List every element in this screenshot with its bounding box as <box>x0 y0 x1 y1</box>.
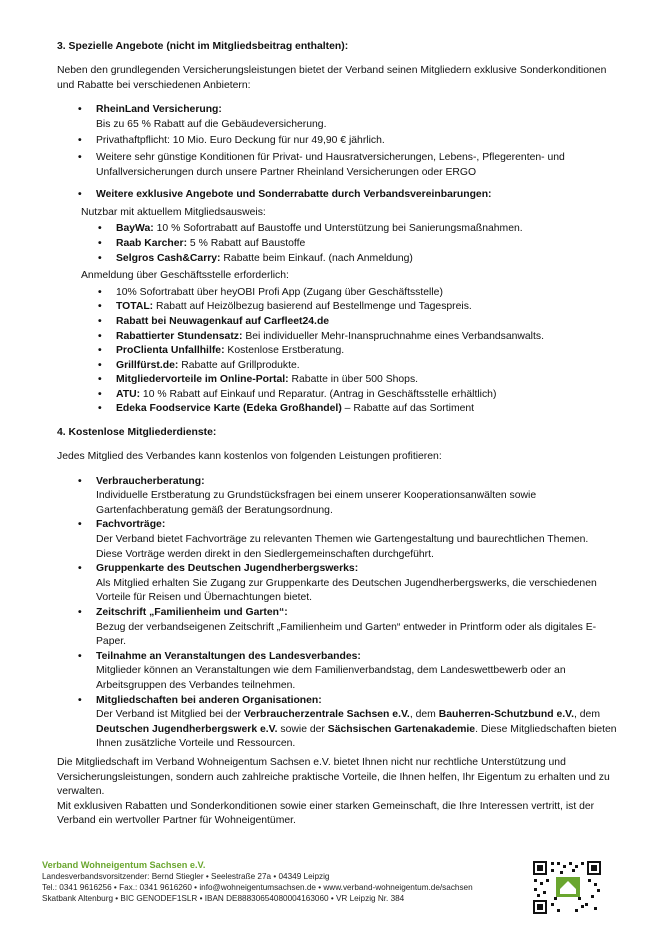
list-item <box>57 103 617 132</box>
qr-code-icon <box>531 859 603 916</box>
document-content <box>57 40 617 829</box>
list-item <box>57 694 617 752</box>
section-4-intro: Jedes Mitglied des Verbandes kann kostenlos von folgenden Leistungen profitieren: <box>57 451 442 463</box>
offer-text: Bei individueller Mehr-Inanspruchnahme eines Verbandsanwalts. <box>242 330 544 342</box>
group-2-list <box>57 286 617 417</box>
list-item <box>57 518 617 562</box>
group-2-label: Anmeldung über Geschäftsstelle erforderlich: <box>81 270 289 282</box>
item-text: Bezug der verbandseigenen Zeitschrift „Familienheim und Garten“ entweder in Printform oder als digitales E-Paper. <box>96 621 597 648</box>
section-3-intro: Neben den grundlegenden Versicherungsleistungen bietet der Verband seinen Mitgliedern exklusive Sonderkonditionen und Rabatte bei verschiedenen Anbietern: <box>57 65 607 91</box>
org-name: Deutschen Jugendherbergswerk e.V. <box>96 723 278 735</box>
closing-paragraph-2: Mit exklusiven Rabatten und Sonderkonditionen sowie einer starken Gemeinschaft, die Ihre Interessen vertritt, ist der Verband ein wertvoller Partner für Wohneigentümer. <box>57 800 595 827</box>
item-text: Bis zu 65 % Rabatt auf die Gebäudeversicherung. <box>96 118 327 130</box>
org-name: Bauherren-Schutzbund e.V. <box>438 709 574 721</box>
item-title: • Gruppenkarte des Deutschen Jugendherbergswerks: <box>96 563 359 575</box>
list-item <box>57 300 617 315</box>
offer-name: Edeka Foodservice Karte (Edeka Großhandel) <box>116 403 342 415</box>
offer-text: – Rabatte auf das Sortiment <box>341 403 475 415</box>
item-text: • Privathaftpflicht: 10 Mio. Euro Deckung für nur 49,90 € jährlich. <box>96 135 385 147</box>
item-title: • RheinLand Versicherung: <box>96 104 222 116</box>
list-item <box>57 188 617 203</box>
item-title: • Verbraucherberatung: <box>96 475 205 487</box>
item-text: Als Mitglied erhalten Sie Zugang zur Gruppenkarte des Deutschen Jugendherbergswerks, die verschiedenen Vorteile für Reisen und Übernachtungen bietet. <box>96 577 597 604</box>
text-run: Der Verband ist Mitglied bei der <box>96 709 244 721</box>
list-item <box>57 252 617 267</box>
text-run: , dem <box>574 709 600 721</box>
offer-text: 10 % Sofortrabatt auf Baustoffe und Unterstützung bei Sanierungsmaßnahmen. <box>153 223 523 235</box>
closing-paragraph-1: Die Mitgliedschaft im Verband Wohneigentum Sachsen e.V. bietet Ihnen nicht nur rechtliche Unterstützung und Versicherungsleistungen, sondern auch zahlreiche praktische Vorteile, die Ihnen helfen, Ihr Eigentum zu erhalten und zu verwalten. <box>57 756 610 798</box>
offer-text: 10 % Rabatt auf Einkauf und Reparatur. (Antrag in Geschäftsstelle erhältlich) <box>140 388 497 400</box>
footer-address: Landesverbandsvorsitzender: Bernd Stiegler • Seelestraße 27a • 04349 Leipzig <box>42 872 330 881</box>
offer-name: Rabatt bei Neuwagenkauf auf Carfleet24.de <box>116 315 330 327</box>
item-text: Der Verband bietet Fachvorträge zu relevanten Themen wie Gartengestaltung und baurechtlichen Themen. Diese Vorträge werden direkt in den Siedlergemeinschaften durchgeführt. <box>96 534 589 560</box>
exclusive-offers-title: • Weitere exklusive Angebote und Sonderrabatte durch Verbandsvereinbarungen: <box>96 189 492 201</box>
list-item <box>57 606 617 650</box>
text-run: . Diese Mitgliedschaften bieten Ihnen zusätzliche Vorteile und Ressourcen. <box>96 723 617 750</box>
offer-name: Mitgliedervorteile im Online-Portal: <box>116 374 289 386</box>
list-item <box>57 237 617 252</box>
footer-bank: Skatbank Altenburg • BIC GENODEF1SLR • IBAN DE88830654080004163060 • VR Leipzig Nr. 384 <box>42 894 405 904</box>
item-title: • Mitgliedschaften bei anderen Organisationen: <box>96 694 322 706</box>
org-name: Sächsischen Gartenakademie <box>327 723 476 735</box>
offer-text: Rabatt auf Heizölbezug basierend auf Bestellmenge und Tagespreis. <box>153 301 472 313</box>
exclusive-offers-list <box>57 188 617 203</box>
section-3-title: 3. Spezielle Angebote (nicht im Mitgliedsbeitrag enthalten): <box>57 41 349 52</box>
list-item <box>57 222 617 237</box>
list-item <box>57 151 617 180</box>
item-text <box>96 708 617 752</box>
offer-text: Rabatte auf Grillprodukte. <box>178 359 300 371</box>
list-item <box>57 134 617 149</box>
offer-name: Raab Karcher: <box>116 237 188 249</box>
offer-name: BayWa: <box>116 223 154 235</box>
list-item <box>57 475 617 519</box>
footer-org-name: Verband Wohneigentum Sachsen e.V. <box>42 860 206 870</box>
item-title: • Teilnahme an Veranstaltungen des Landesverbandes: <box>96 650 361 662</box>
offer-text: Kostenlose Erstberatung. <box>224 345 345 357</box>
list-item <box>57 373 617 388</box>
offer-name: Selgros Cash&Carry: <box>116 252 221 264</box>
footer-contact: Tel.: 0341 9616256 • Fax.: 0341 9616260 • info@wohneigentumsachsen.de • www.verband-wohneigentum.de/sachsen <box>42 883 473 893</box>
section-4-title: 4. Kostenlose Mitgliederdienste: <box>57 427 217 439</box>
offer-text: Rabatte beim Einkauf. (nach Anmeldung) <box>220 252 413 264</box>
list-item <box>57 330 617 345</box>
offer-name: TOTAL: <box>116 301 154 313</box>
offer-name: ATU: <box>116 388 141 400</box>
item-text: Individuelle Erstberatung zu Grundstücksfragen bei einem unserer Kooperationsanwälten sowie Gartenfachberatung gemäß der Beratungsordnung. <box>96 490 537 516</box>
offer-text: 5 % Rabatt auf Baustoffe <box>187 237 306 249</box>
list-item <box>57 388 617 403</box>
offer-name: Rabattierter Stundensatz: <box>116 330 243 342</box>
offer-name: ProClienta Unfallhilfe: <box>116 345 225 357</box>
offer-text: Rabatte in über 500 Shops. <box>288 374 419 386</box>
section-4-list <box>57 475 617 752</box>
offer-text: 10% Sofortrabatt über heyOBI Profi App (Zugang über Geschäftsstelle) <box>116 286 443 298</box>
item-text: • Weitere sehr günstige Konditionen für Privat- und Hausratversicherungen, Lebens-, Pflegerenten- und Unfallversicherungen durch unsere Partner Rheinland Versicherungen oder ERGO <box>96 151 565 178</box>
list-item <box>57 562 617 606</box>
item-text: Mitglieder können an Veranstaltungen wie dem Familienverbandstag, dem Landeswettbewerb oder an Arbeitsgruppen des Verbandes teilnehmen. <box>96 665 566 691</box>
group-1-list <box>57 222 617 266</box>
list-item <box>57 344 617 359</box>
text-run: sowie der <box>277 723 328 735</box>
list-item <box>57 359 617 374</box>
list-item <box>57 650 617 694</box>
list-item <box>57 315 617 330</box>
text-run: , dem <box>409 709 439 721</box>
letterhead-footer <box>42 859 562 905</box>
offer-name: Grillfürst.de: <box>116 359 179 371</box>
org-name: Verbraucherzentrale Sachsen e.V. <box>243 709 410 721</box>
item-title: • Zeitschrift „Familienheim und Garten“: <box>96 607 288 618</box>
section-3-list <box>57 103 617 180</box>
group-1-label: Nutzbar mit aktuellem Mitgliedsausweis: <box>81 206 266 218</box>
list-item <box>57 286 617 301</box>
item-title: • Fachvorträge: <box>96 519 166 531</box>
list-item <box>57 402 617 417</box>
